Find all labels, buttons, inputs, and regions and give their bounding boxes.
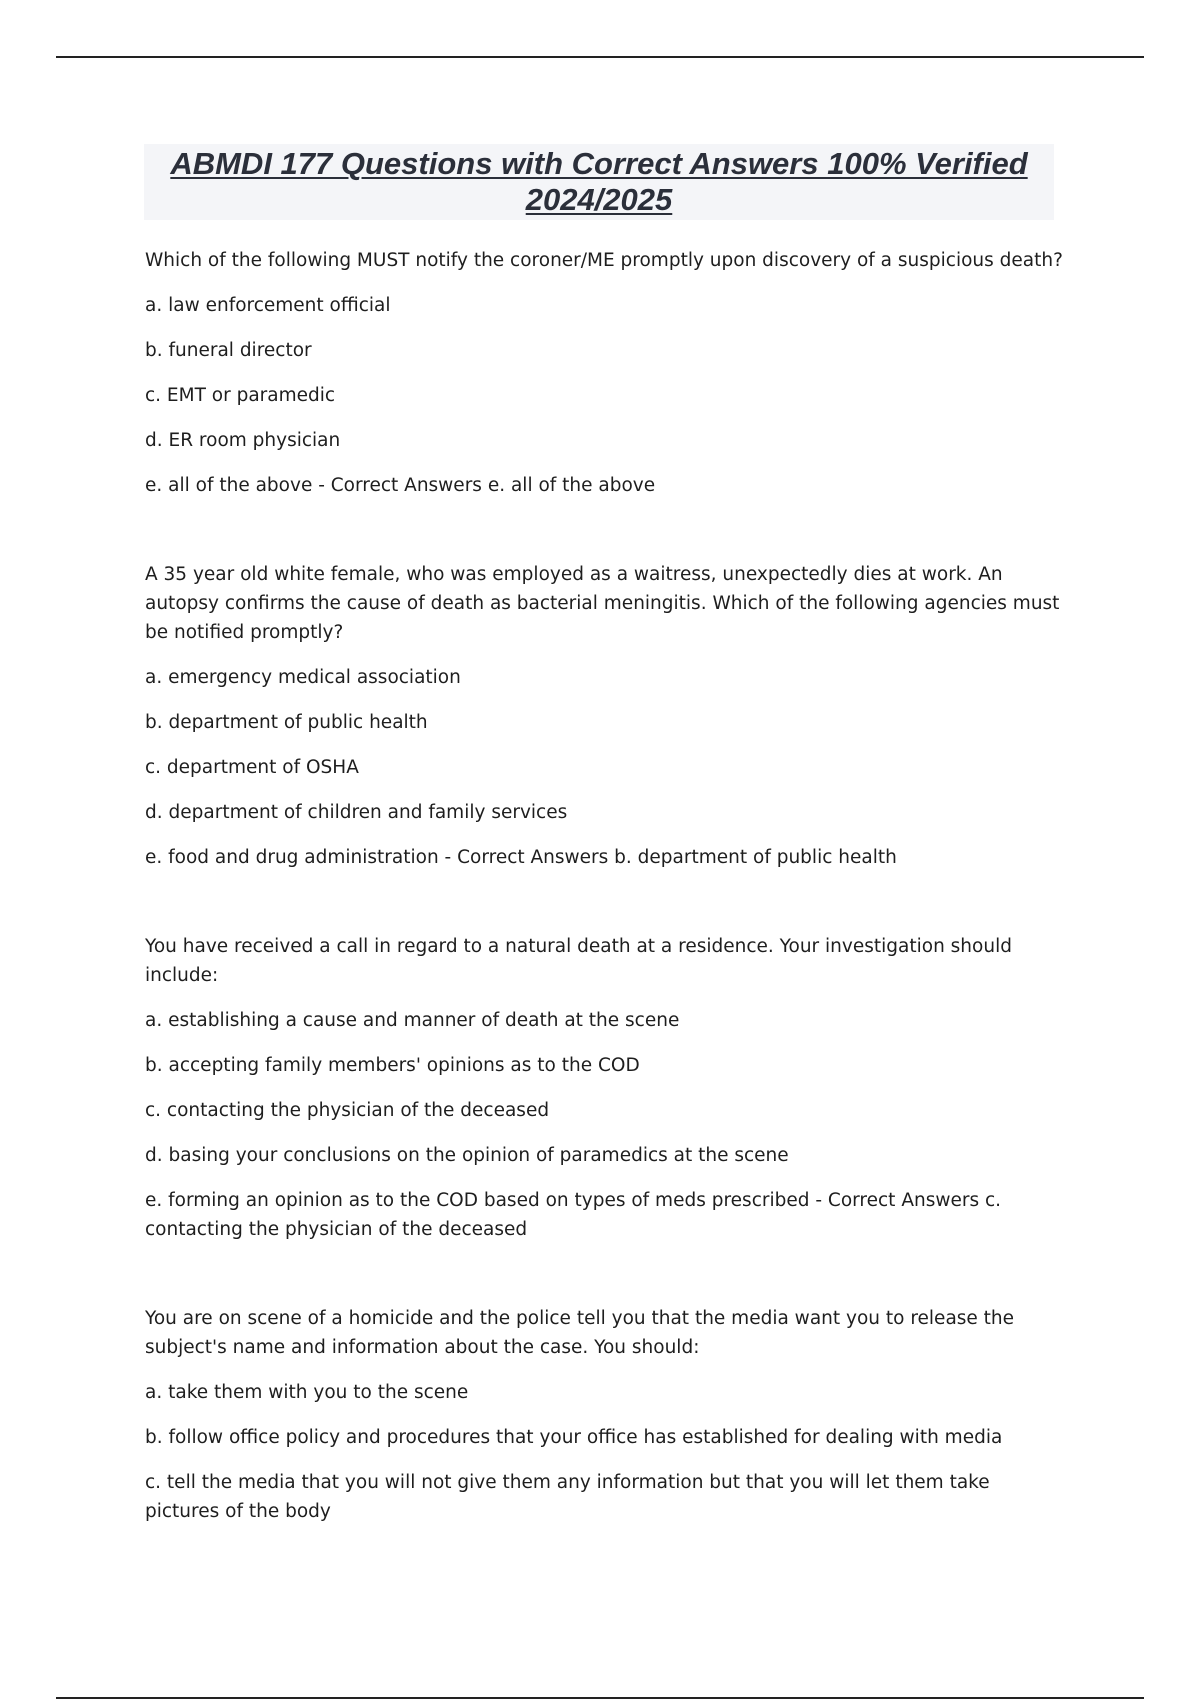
answer-option-with-correct-answer: e. all of the above - Correct Answers e. all of the above bbox=[145, 475, 656, 496]
answer-option: c. contacting the physician of the deceased bbox=[145, 1100, 550, 1121]
question-text: A 35 year old white female, who was employed as a waitress, unexpectedly dies at work. An autopsy confirms the cause of death as bacterial meningitis. Which of the following agencies must be notified promptly? bbox=[145, 564, 1060, 643]
answer-option: a. establishing a cause and manner of death at the scene bbox=[145, 1010, 680, 1031]
document-title: ABMDI 177 Questions with Correct Answers 100% Verified 2024/2025 bbox=[170, 146, 1028, 217]
answer-option-with-correct-answer: e. food and drug administration - Correct Answers b. department of public health bbox=[145, 847, 897, 868]
question-text: You have received a call in regard to a natural death at a residence. Your investigation should include: bbox=[145, 936, 1012, 986]
answer-option: c. EMT or paramedic bbox=[145, 385, 336, 406]
header-rule bbox=[56, 56, 1144, 58]
answer-option: b. accepting family members' opinions as to the COD bbox=[145, 1055, 640, 1076]
answer-option: a. law enforcement official bbox=[145, 295, 391, 316]
answer-option: d. department of children and family services bbox=[145, 802, 568, 823]
answer-option: b. department of public health bbox=[145, 712, 428, 733]
question-block bbox=[145, 932, 1065, 1244]
answer-option: d. basing your conclusions on the opinion of paramedics at the scene bbox=[145, 1145, 789, 1166]
answer-option: a. emergency medical association bbox=[145, 667, 461, 688]
footer-rule bbox=[56, 1697, 1144, 1699]
question-text: Which of the following MUST notify the coroner/ME promptly upon discovery of a suspicious death? bbox=[145, 250, 1063, 271]
question-text: You are on scene of a homicide and the police tell you that the media want you to release the subject's name and information about the case. You should: bbox=[145, 1308, 1015, 1358]
questions-list bbox=[145, 246, 1065, 1526]
question-block bbox=[145, 1304, 1065, 1526]
answer-option: c. department of OSHA bbox=[145, 757, 359, 778]
question-block bbox=[145, 560, 1065, 872]
answer-option: c. tell the media that you will not give them any information but that you will let them take pictures of the body bbox=[145, 1472, 990, 1522]
answer-option: d. ER room physician bbox=[145, 430, 341, 451]
answer-option: a. take them with you to the scene bbox=[145, 1382, 469, 1403]
answer-option-with-correct-answer: e. forming an opinion as to the COD based on types of meds prescribed - Correct Answers c. contacting the physician of the deceased bbox=[145, 1190, 1002, 1240]
question-block bbox=[145, 246, 1065, 500]
answer-option: b. follow office policy and procedures that your office has established for dealing with media bbox=[145, 1427, 1003, 1448]
answer-option: b. funeral director bbox=[145, 340, 312, 361]
